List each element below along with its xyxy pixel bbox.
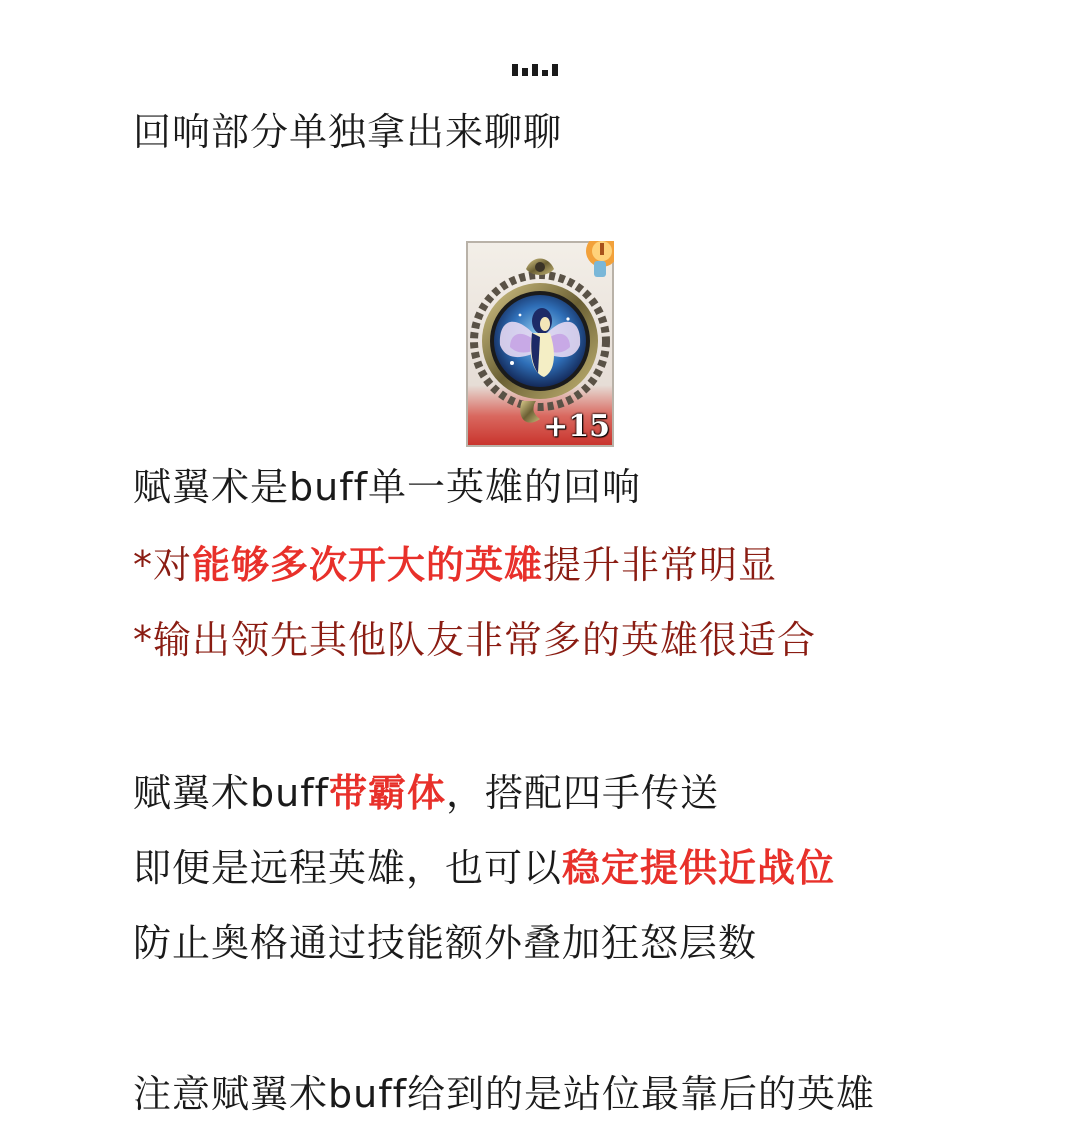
melee-position-line [133, 846, 835, 890]
superarmor-suffix: ，搭配四手传送 [445, 771, 719, 815]
superarmor-prefix: 赋翼术buff [133, 771, 329, 815]
echo-intro-line: 赋翼术是buff单一英雄的回响 [133, 465, 641, 509]
section-divider-mark [512, 60, 558, 76]
melee-prefix: 即便是远程英雄，也可以 [133, 846, 563, 890]
superarmor-highlight: 带霸体 [328, 771, 446, 815]
rage-stack-line: 防止奥格通过技能额外叠加狂怒层数 [133, 921, 758, 965]
note-highlight: 能够多次开大的英雄 [192, 543, 544, 587]
note-prefix: *对 [133, 543, 193, 587]
melee-highlight: 稳定提供近战位 [562, 846, 836, 890]
superarmor-line [133, 771, 719, 815]
target-rule-line: 注意赋翼术buff给到的是站位最靠后的英雄 [133, 1072, 875, 1116]
echo-note-line-2: *输出领先其他队友非常多的英雄很适合 [133, 618, 817, 662]
section-heading: 回响部分单独拿出来聊聊 [133, 110, 563, 154]
note-suffix: 提升非常明显 [543, 543, 778, 587]
item-level-label: +15 [543, 409, 610, 444]
echo-item-card [466, 241, 614, 447]
echo-note-line-1 [133, 543, 777, 587]
